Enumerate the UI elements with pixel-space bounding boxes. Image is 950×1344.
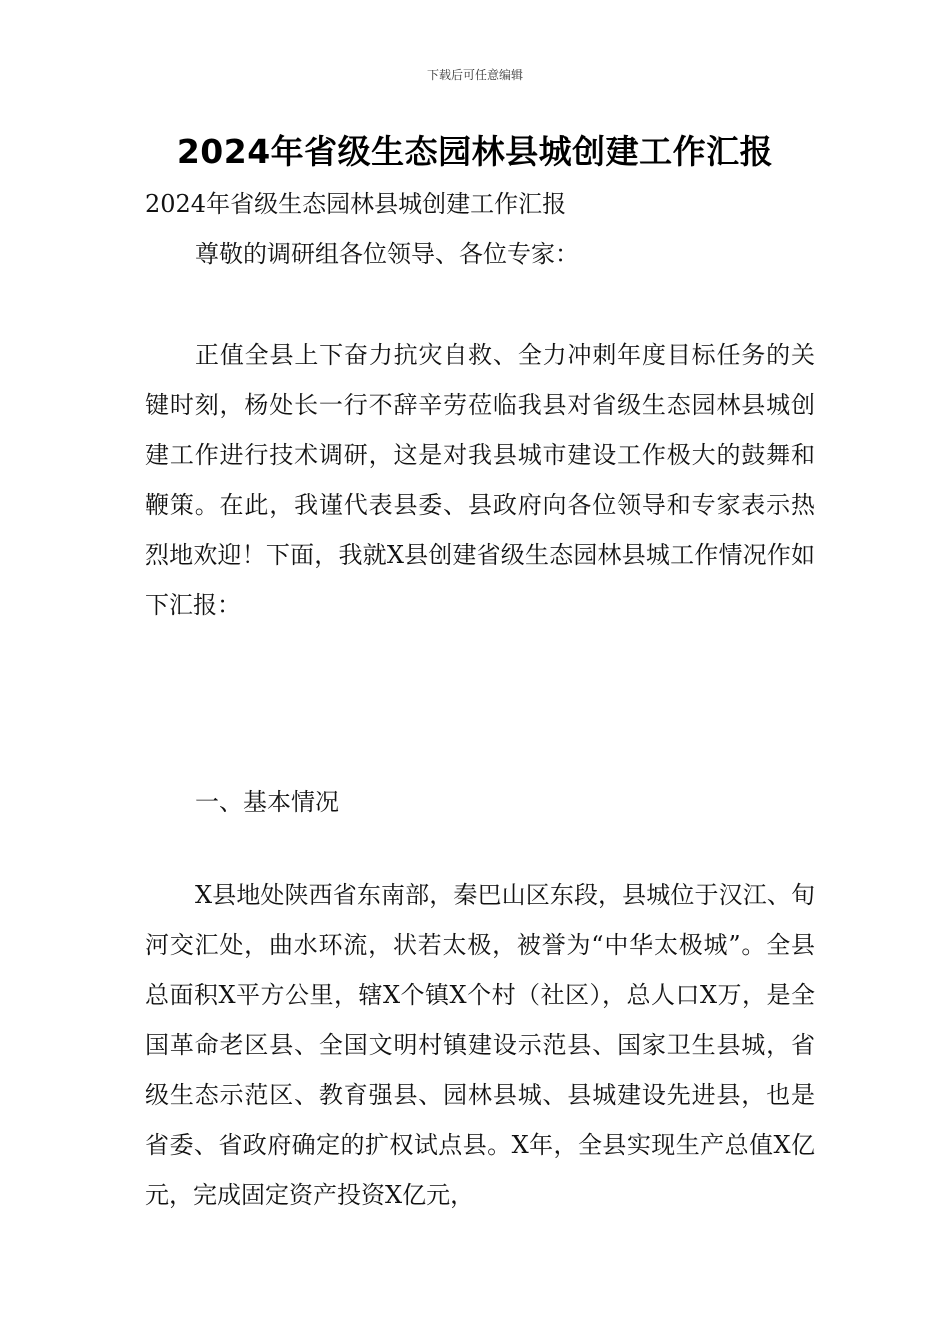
basic-info-paragraph: X县地处陕西省东南部，秦巴山区东段，县城位于汉江、旬河交汇处，曲水环流，状若太极，被誉为“中华太极城”。全县总面积X平方公里，辖X个镇X个村（社区），总人口X万，是全国革命老区县、全国文明村镇建设示范县、国家卫生县城，省级生态示范区、教育强县、园林县城、县城建设先进县，也是省委、省政府确定的扩权试点县。X年，全县实现生产总值X亿元，完成固定资产投资X亿元， <box>145 881 815 1209</box>
document-title: 2024年省级生态园林县城创建工作汇报 <box>176 132 774 171</box>
salutation: 尊敬的调研组各位领导、各位专家： <box>195 240 579 268</box>
page-header-note: 下载后可任意编辑 <box>426 68 523 82</box>
intro-paragraph: 正值全县上下奋力抗灾自救、全力冲刺年度目标任务的关键时刻，杨处长一行不辞辛劳莅临我县对省级生态园林县城创建工作进行技术调研，这是对我县城市建设工作极大的鼓舞和鞭策。在此，我谨代表县委、县政府向各位领导和专家表示热烈地欢迎！下面，我就X县创建省级生态园林县城工作情况作如下汇报： <box>145 341 815 619</box>
document-subtitle: 2024年省级生态园林县城创建工作汇报 <box>145 190 567 218</box>
section-heading-basic-info: 一、基本情况 <box>195 788 339 816</box>
